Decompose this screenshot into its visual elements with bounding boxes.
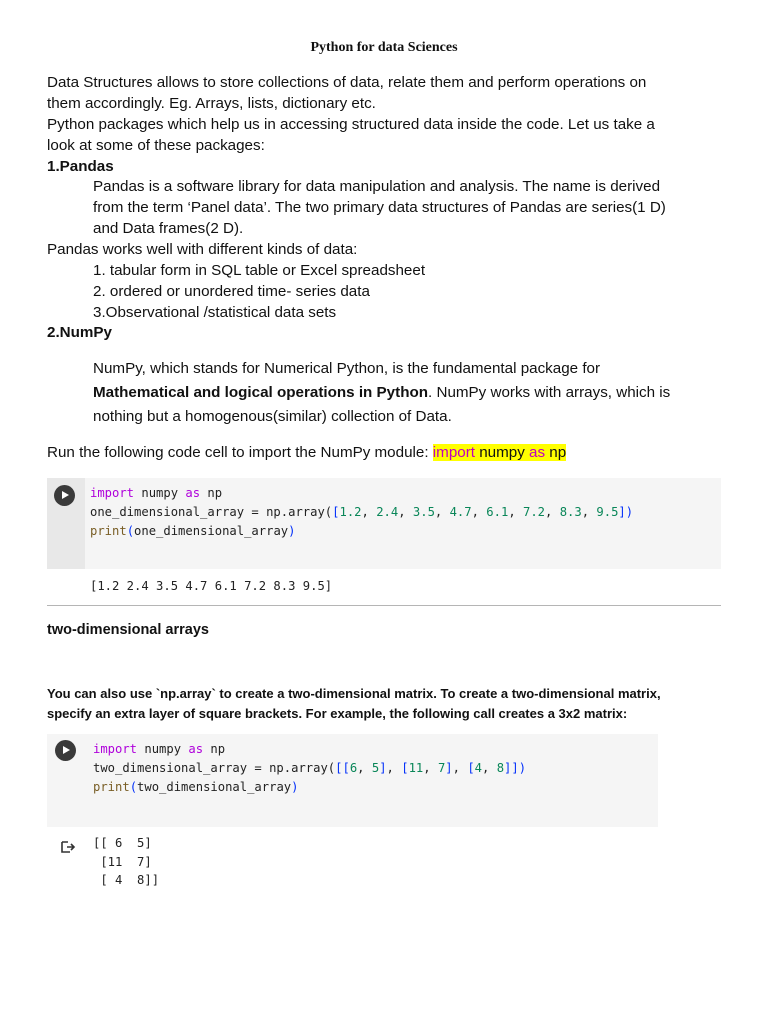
code-number: 5 xyxy=(371,761,380,775)
code-keyword: import xyxy=(93,742,138,756)
code-number: 7.2 xyxy=(523,505,546,519)
intro-line-4: look at some of these packages: xyxy=(47,137,265,154)
numpy-heading: 2.NumPy xyxy=(47,324,112,341)
module-alias: np xyxy=(545,444,567,461)
code-argument: one_dimensional_array xyxy=(134,524,289,538)
code-number: 8 xyxy=(496,761,505,775)
code-function: print xyxy=(93,780,130,794)
run-cell-icon[interactable] xyxy=(54,485,75,506)
code-bracket: ] xyxy=(379,761,387,775)
code-cell-1[interactable] xyxy=(47,478,721,569)
code-alias: np xyxy=(200,486,223,500)
run-instruction xyxy=(47,442,566,463)
code-keyword: import xyxy=(90,486,135,500)
code-number: 11 xyxy=(408,761,424,775)
code-paren: ) xyxy=(625,505,634,519)
code-alias: np xyxy=(203,742,226,756)
code-bracket: [ xyxy=(332,505,340,519)
code-number: 8.3 xyxy=(559,505,582,519)
code-paren: ( xyxy=(126,524,135,538)
section-divider xyxy=(47,605,721,606)
code-number: 4.7 xyxy=(449,505,472,519)
code-function: print xyxy=(90,524,127,538)
code-assignment: two_dimensional_array = np.array( xyxy=(93,761,336,775)
code-module: numpy xyxy=(137,742,189,756)
module-name: numpy xyxy=(475,444,530,461)
code-line: two_dimensional_array = np.array([[6, 5], [11, 7], [4, 8]]) xyxy=(93,761,527,775)
pandas-desc-line-1: Pandas is a software library for data manipulation and analysis. The name is derived xyxy=(93,178,661,195)
code-line xyxy=(90,524,295,538)
section-para-line-2: specify an extra layer of square brackets. For example, the following call creates a 3x2 matrix: xyxy=(47,706,628,721)
section-para-line-1: You can also use `np.array` to create a two-dimensional matrix. To create a two-dimensional matrix, xyxy=(47,686,661,701)
code-line: one_dimensional_array = np.array([1.2, 2.4, 3.5, 4.7, 6.1, 7.2, 8.3, 9.5]) xyxy=(90,505,634,519)
pandas-list-item: 2. ordered or unordered time- series data xyxy=(93,283,370,300)
code-cell-2-output xyxy=(93,834,159,890)
code-paren: ) xyxy=(288,524,296,538)
intro-line-1: Data Structures allows to store collections of data, relate them and perform operations on xyxy=(47,74,647,91)
output-line: [11 7] xyxy=(93,854,152,869)
numpy-line-2 xyxy=(93,382,670,403)
code-paren: ) xyxy=(518,761,527,775)
code-bracket: ] xyxy=(445,761,453,775)
pandas-desc-line-3: and Data frames(2 D). xyxy=(93,220,244,237)
code-argument: two_dimensional_array xyxy=(137,780,292,794)
run-instruction-text: Run the following code cell to import the NumPy module: xyxy=(47,444,433,461)
code-keyword: as xyxy=(185,486,201,500)
code-line xyxy=(90,486,222,500)
code-paren: ( xyxy=(129,780,138,794)
code-line xyxy=(93,742,225,756)
output-line: [ 4 8]] xyxy=(93,873,160,887)
pandas-list-item: 1. tabular form in SQL table or Excel spreadsheet xyxy=(93,262,426,279)
code-keyword: as xyxy=(188,742,204,756)
code-bracket: [[ xyxy=(335,761,350,775)
code-cell-1-source[interactable] xyxy=(90,484,633,541)
code-number: 7 xyxy=(437,761,446,775)
numpy-line-1: NumPy, which stands for Numerical Python, is the fundamental package for xyxy=(93,360,601,377)
code-bracket: [ xyxy=(467,761,475,775)
code-cell-2-source[interactable] xyxy=(93,740,526,797)
pandas-works-line: Pandas works well with different kinds of data: xyxy=(47,241,358,258)
code-bracket: [ xyxy=(401,761,409,775)
output-arrow-icon xyxy=(60,840,76,854)
intro-line-2: them accordingly. Eg. Arrays, lists, dictionary etc. xyxy=(47,95,376,112)
code-line xyxy=(93,780,298,794)
pandas-desc-line-2: from the term ‘Panel data’. The two primary data structures of Pandas are series(1 D) xyxy=(93,199,666,216)
code-number: 6.1 xyxy=(486,505,509,519)
code-number: 2.4 xyxy=(376,505,399,519)
code-bracket: ]] xyxy=(504,761,519,775)
pandas-list-item: 3.Observational /statistical data sets xyxy=(93,304,337,321)
run-cell-icon[interactable] xyxy=(55,740,76,761)
numpy-line-3: nothing but a homogenous(similar) collection of Data. xyxy=(93,408,452,425)
code-module: numpy xyxy=(134,486,186,500)
code-cell-2[interactable] xyxy=(47,734,658,827)
import-highlight xyxy=(433,444,566,461)
code-number: 6 xyxy=(349,761,358,775)
code-number: 3.5 xyxy=(412,505,435,519)
numpy-line-2-rest: . NumPy works with arrays, which is xyxy=(428,384,671,401)
code-number: 9.5 xyxy=(596,505,619,519)
code-cell-1-output: [1.2 2.4 3.5 4.7 6.1 7.2 8.3 9.5] xyxy=(90,579,333,593)
code-number: 4 xyxy=(474,761,483,775)
intro-line-3: Python packages which help us in accessing structured data inside the code. Let us take a xyxy=(47,116,655,133)
code-bracket: ] xyxy=(618,505,626,519)
code-assignment: one_dimensional_array = np.array( xyxy=(90,505,333,519)
output-line: [[ 6 5] xyxy=(93,836,152,850)
numpy-bold-phrase: Mathematical and logical operations in Python xyxy=(93,384,429,401)
as-keyword: as xyxy=(529,444,546,461)
import-keyword: import xyxy=(432,444,475,461)
document-title: Python for data Sciences xyxy=(310,40,458,55)
pandas-heading: 1.Pandas xyxy=(47,158,114,175)
section-heading: two-dimensional arrays xyxy=(47,622,209,638)
code-paren: ) xyxy=(291,780,299,794)
code-number: 1.2 xyxy=(339,505,362,519)
